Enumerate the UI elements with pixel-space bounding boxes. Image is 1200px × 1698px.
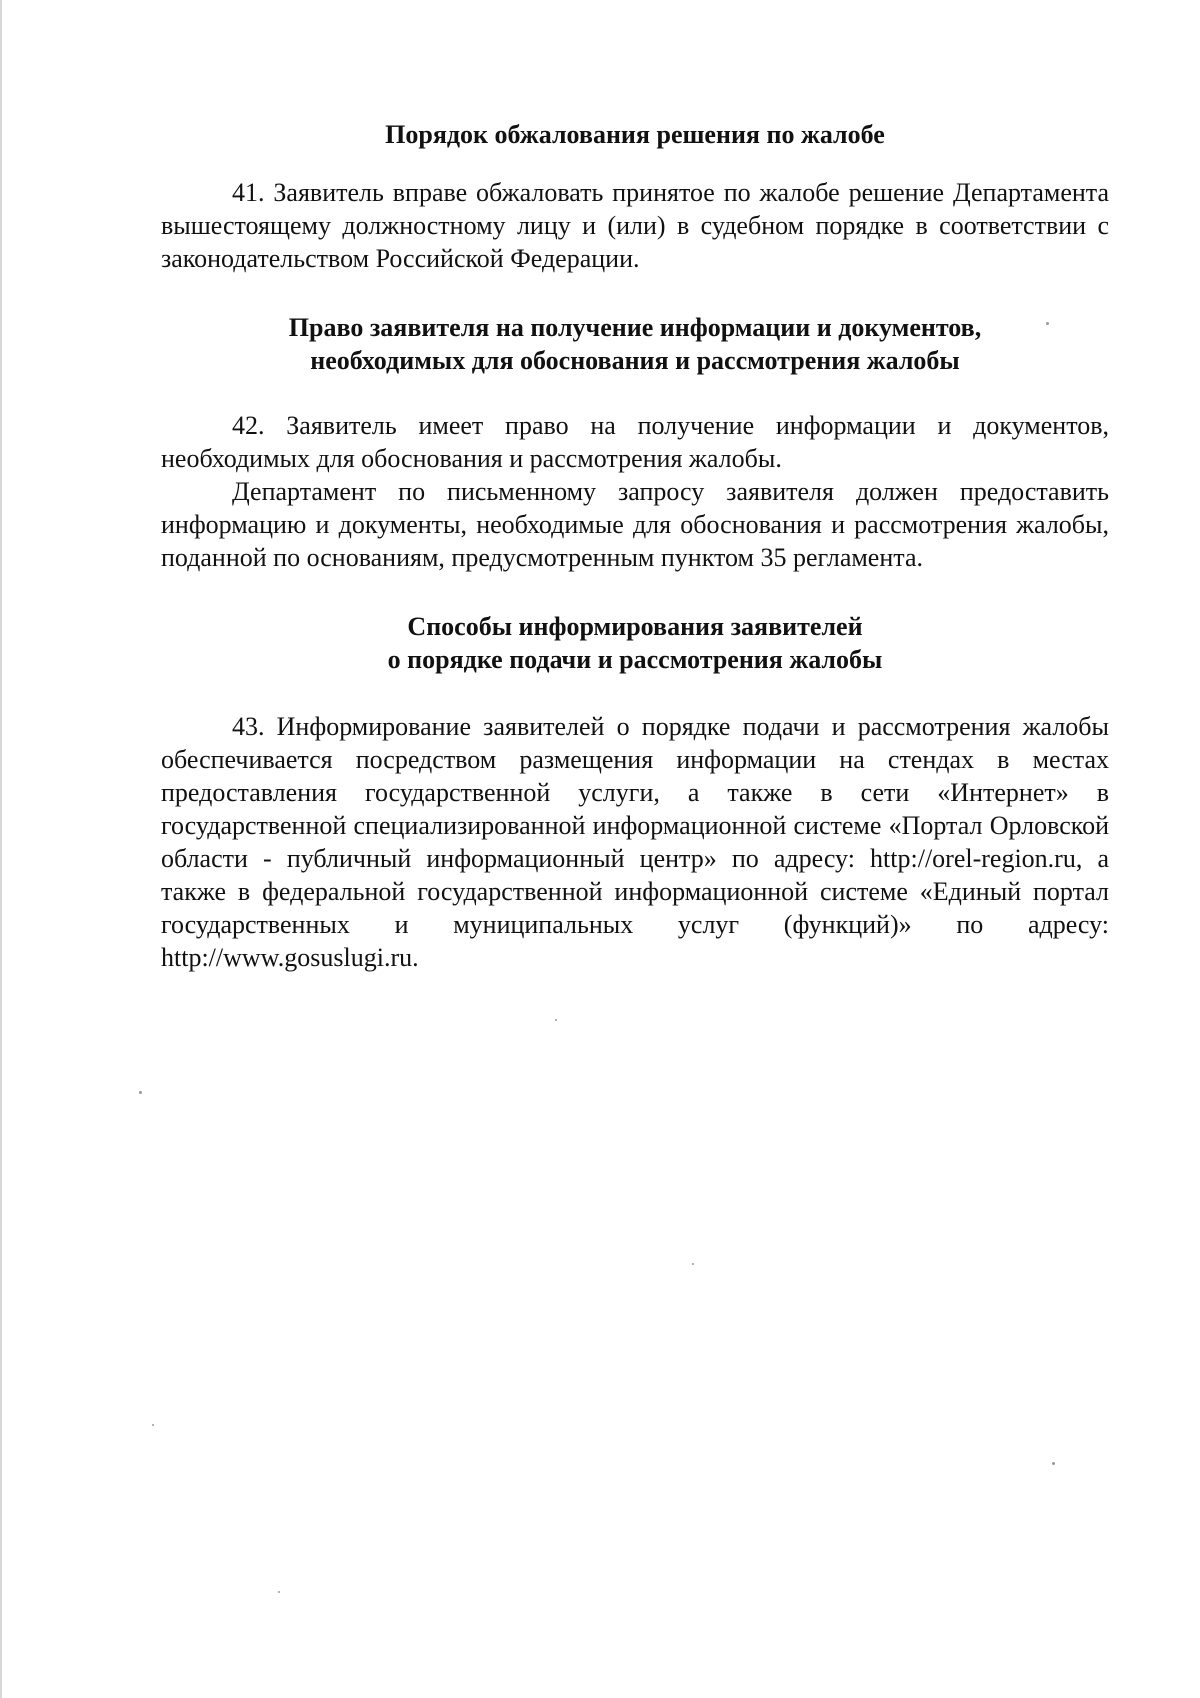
paragraph-42: 42. Заявитель имеет право на получение информации и документов, необходимых для обоснования и рассмотрения жалобы. [161, 411, 1109, 473]
document-body [161, 118, 1109, 974]
section-heading-informing-methods [161, 610, 1109, 676]
scan-speck [555, 1019, 557, 1021]
heading-line: необходимых для обоснования и рассмотрения жалобы [310, 346, 960, 375]
scan-speck [1052, 1462, 1055, 1465]
paragraph-42-continued: Департамент по письменному запросу заявителя должен предоставить информацию и документы, необходимые для обоснования и рассмотрения жалобы, поданной по основаниям, предусмотренным пунктом 35 регламента. [161, 477, 1109, 572]
scan-speck [139, 1091, 142, 1094]
paragraph-41: 41. Заявитель вправе обжаловать принятое по жалобе решение Департамента вышестоящему должностному лицу и (или) в судебном порядке в соответствии с законодательством Российской Федерации. [161, 178, 1109, 273]
scan-speck [278, 1591, 280, 1593]
heading-line: о порядке подачи и рассмотрения жалобы [387, 645, 883, 674]
scan-speck [152, 1424, 154, 1426]
section-heading-right-to-information [161, 311, 1109, 377]
scan-speck [692, 1263, 694, 1265]
section-heading-appeal: Порядок обжалования решения по жалобе [385, 120, 885, 149]
scan-speck [1046, 322, 1049, 325]
scan-edge [0, 0, 2, 1698]
heading-line: Право заявителя на получение информации и документов, [288, 313, 982, 342]
heading-line: Способы информирования заявителей [407, 612, 863, 641]
paragraph-43: 43. Информирование заявителей о порядке подачи и рассмотрения жалобы обеспечивается посредством размещения информации на стендах в местах предоставления государственной услуги, а также в сети «Интернет» в государственной специализированной информационной системе «Портал Орловской области - публичный информационный центр» по адресу: http://orel-region.ru, а также в федеральной государственной информационной системе «Единый портал государственных и муниципальных услуг (функций)» по адресу: http://www.gosuslugi.ru. [161, 712, 1109, 972]
